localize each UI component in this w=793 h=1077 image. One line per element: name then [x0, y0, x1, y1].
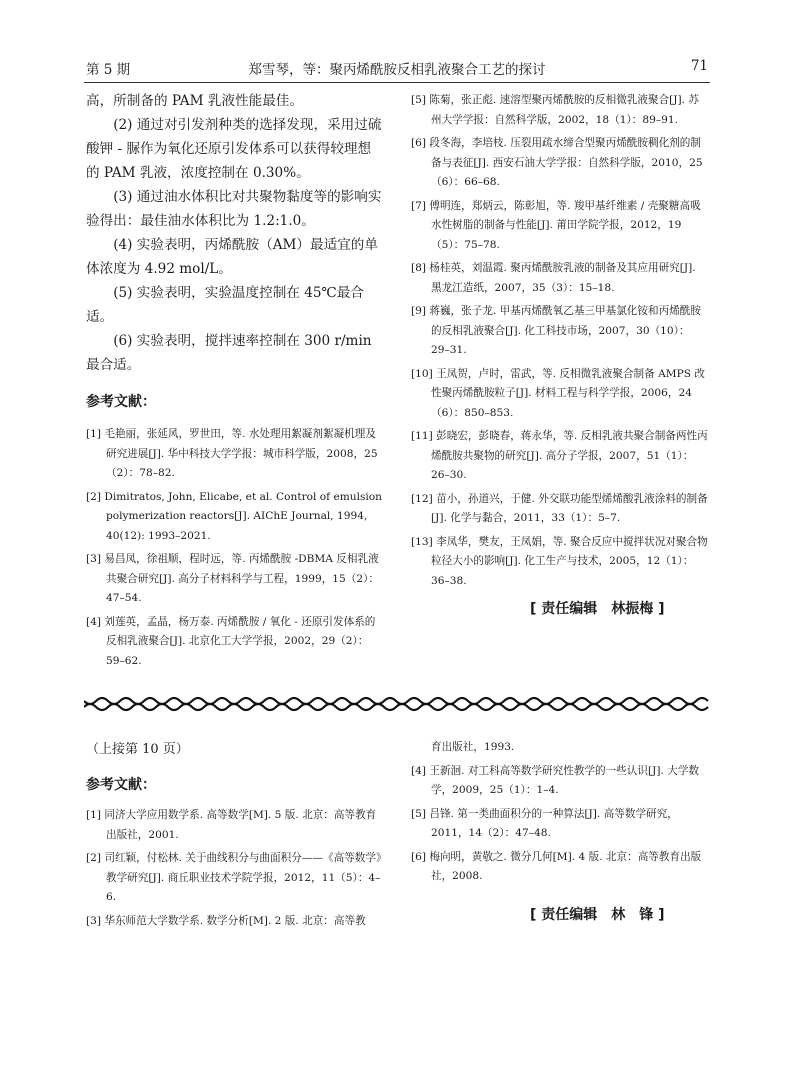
issue-number: 第 5 期 [86, 62, 131, 78]
conclusion-paragraph: (2) 通过对引发剂种类的选择发现，采用过硫酸钾 - 脲作为氧化还原引发体系可以获得较理想的 PAM 乳液，浓度控制在 0.30%。 [86, 117, 382, 181]
reference-item: [3] 华东师范大学数学系. 数学分析[M]. 2 版. 北京：高等教 [86, 914, 366, 927]
reference-item: [12] 苗小，孙道兴，于健. 外交联功能型烯烯酸乳液涂料的制备[J]. 化学与黏合，2011，33（1）：5–7. [411, 492, 708, 524]
conclusion-paragraph: (3) 通过油水体积比对共聚物黏度等的影响实验得出：最佳油水体积比为 1.2:1.0。 [86, 189, 382, 229]
reference-item: [13] 李凤华，樊友，王凤娟，等. 聚合反应中搅拌状况对聚合物粒径大小的影响[J]. 化工生产与技术，2005，12（1）：36–38. [411, 535, 708, 587]
reference-item: [4] 王新洄. 对工科高等数学研究性教学的一些认识[J]. 大学数学，2009，25（1）：1–4. [411, 764, 700, 796]
responsible-editor: [ 责任编辑 林振梅 ] [530, 601, 665, 617]
reference-item: [6] 梅向明，黄敬之. 微分几何[M]. 4 版. 北京：高等教育出版社，2008. [411, 850, 702, 882]
running-title: 郑雪琴，等：聚丙烯酰胺反相乳液聚合工艺的探讨 [248, 62, 546, 78]
reference-item: [7] 傅明连，郑炳云，陈彰旭，等. 羧甲基纤维素 / 壳聚糖高吸水性树脂的制备与性能[J]. 莆田学院学报，2012，19（5）：75–78. [411, 199, 701, 251]
page-number: 71 [690, 58, 708, 74]
running-header [86, 58, 708, 80]
top-left-column [86, 89, 383, 675]
header-rule [84, 82, 710, 83]
reference-item: [8] 杨桂英，刘温霞. 聚丙烯酰胺乳液的制备及其应用研究[J]. 黑龙江造纸，2007，35（3）：15–18. [411, 262, 696, 294]
wave-line [84, 704, 708, 710]
reference-item: [9] 蒋巍，张子龙. 甲基丙烯酰氧乙基三甲基氯化铵和丙烯酰胺的反相乳液聚合[J]. 化工科技市场，2007，30（10）：29–31. [411, 305, 701, 356]
top-right-column [411, 91, 708, 595]
reference-item: [10] 王凤贺，卢时，雷武，等. 反相微乳液聚合制备 AMPS 改性聚丙烯酰胺粒子[J]. 材料工程与科学学报，2006，24（6）：850–853. [411, 367, 705, 419]
conclusion-paragraph: 高，所制备的 PAM 乳液性能最佳。 [86, 93, 303, 109]
reference-item: [4] 刘莲英，孟晶，杨万泰. 丙烯酰胺 / 氧化 - 还原引发体系的反相乳液聚合[J]. 北京化工大学学报，2002，29（2）：59–62. [86, 615, 376, 667]
conclusion-paragraph: (6) 实验表明，搅拌速率控制在 300 r/min 最合适。 [86, 333, 372, 373]
continued-note: （上接第 10 页） [86, 742, 189, 757]
responsible-editor: [ 责任编辑 林 锋 ] [530, 907, 665, 923]
conclusion-paragraph: (4) 实验表明，丙烯酰胺（AM）最适宜的单体浓度为 4.92 mol/L。 [86, 237, 378, 277]
reference-continuation: 育出版社，1993. [431, 741, 515, 753]
references-heading: 参考文献： [86, 394, 156, 410]
reference-item: [5] 吕锋. 第一类曲面积分的一种算法[J]. 高等数学研究，2011，14（2）：47–48. [411, 807, 678, 839]
conclusion-paragraph: (5) 实验表明，实验温度控制在 45℃最合适。 [86, 285, 364, 325]
reference-item: [2] 司红颖，付松林. 关于曲线积分与曲面积分——《高等数学》教学研究[J]. 商丘职业技术学院学报，2012，11（5）：4–6. [86, 852, 382, 903]
references-heading: 参考文献： [86, 777, 156, 793]
reference-item: [5] 陈菊，张正彪. 速溶型聚丙烯酰胺的反相微乳液聚合[J]. 苏州大学学报：自然科学版，2002，18（1）：89–91. [411, 94, 700, 126]
reference-item: [1] 毛艳丽，张延风，罗世田，等. 水处理用絮凝剂絮凝机理及研究进展[J]. 华中科技大学学报：城市科学版，2008，25（2）：78–82. [86, 428, 378, 479]
reference-item: [3] 易昌凤，徐祖顺，程时远，等. 丙烯酰胺 -DBMA 反相乳液共聚合研究[J]. 高分子材料科学与工程，1999，15（2）：47–54. [86, 553, 380, 604]
wavy-divider [84, 694, 710, 714]
bottom-right-column [411, 738, 708, 891]
reference-item: [11] 彭晓宏，彭晓春，蒋永华，等. 反相乳液共聚合制备两性丙烯酰胺共聚物的研究[J]. 高分子学报，2007，51（1）：26–30. [411, 430, 708, 481]
bottom-left-column [86, 738, 383, 935]
wave-line [84, 698, 708, 704]
reference-item: [6] 段冬海，李培枝. 压裂用疏水缔合型聚丙烯酰胺稠化剂的制备与表征[J]. 西安石油大学学报：自然科学版，2010，25（6）：66–68. [411, 137, 703, 188]
reference-item: [1] 同济大学应用数学系. 高等数学[M]. 5 版. 北京：高等教育出版社，2001. [86, 809, 377, 841]
reference-item: [2] Dimitratos, John, Elicabe, et al. Control of emulsion polymerization reactors[J]. AIChE Journal, 1994, 40(12): 1993–2021. [86, 490, 382, 542]
